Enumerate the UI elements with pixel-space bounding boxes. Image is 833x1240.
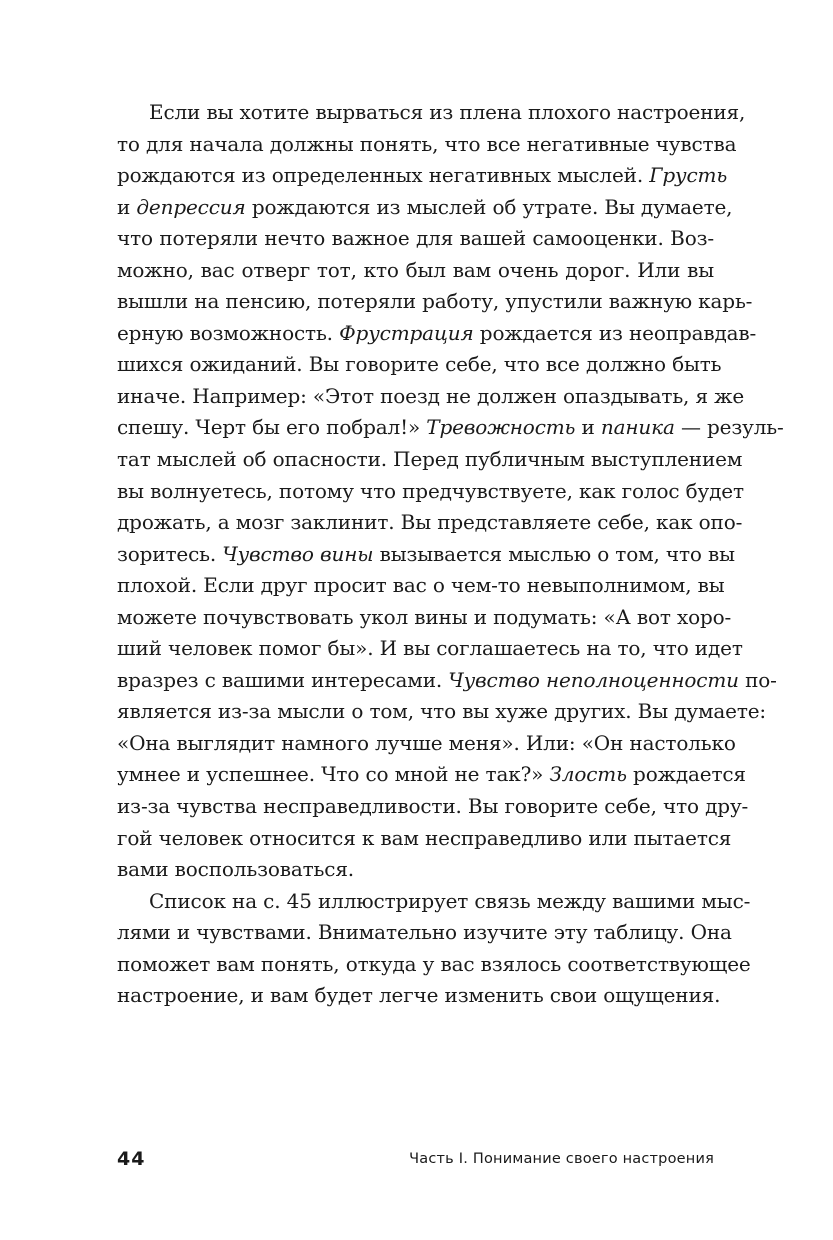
text-run: Список на с. 45 иллюстрирует связь между вашими мыс- [149, 888, 751, 913]
text-run: вызывается мыслью о том, что вы [373, 541, 735, 566]
text-line [117, 286, 753, 318]
text-run: и [117, 194, 137, 219]
text-line [117, 665, 777, 697]
text-run: гой человек относится к вам несправедливо или пытается [117, 825, 732, 850]
text-run: «Она выглядит намного лучше меня». Или: «Он настолько [117, 730, 736, 755]
text-run: что потеряли нечто важное для вашей самооценки. Воз- [117, 226, 714, 251]
text-line [117, 318, 757, 350]
text-run: Если вы хотите вырваться из плена плохого настроения, [149, 100, 746, 124]
italic-term: Чувство неполноценности [448, 667, 739, 692]
text-run: иначе. Например: «Этот поезд не должен опаздывать, я же [117, 383, 745, 408]
text-line [117, 823, 732, 855]
italic-term: Злость [549, 762, 627, 787]
text-line [117, 160, 728, 192]
text-run: можете почувствовать укол вины и подумать: «А вот хоро- [117, 604, 732, 629]
text-run: плохой. Если друг просит вас о чем-то невыполнимом, вы [117, 573, 725, 598]
text-line [117, 539, 735, 571]
text-line [117, 476, 744, 508]
running-head: Часть I. Понимание своего настроения [409, 1151, 714, 1167]
text-line [117, 381, 745, 413]
text-run: вышли на пенсию, потеряли работу, упустили важную карь- [117, 289, 753, 314]
text-run: лями и чувствами. Внимательно изучите эту таблицу. Она [117, 920, 732, 945]
text-line [117, 854, 714, 886]
text-line [117, 949, 751, 981]
text-line [117, 570, 725, 602]
text-run: умнее и успешнее. Что со мной не так?» [117, 762, 550, 787]
paragraph [117, 97, 784, 886]
text-line [117, 97, 746, 129]
text-line [117, 507, 743, 539]
italic-term: Грусть [649, 163, 728, 188]
italic-term: паника [600, 415, 675, 440]
text-line [117, 917, 732, 949]
text-run: поможет вам понять, откуда у вас взялось соответствующее [117, 951, 751, 976]
text-line [117, 759, 746, 791]
text-line [117, 886, 751, 918]
text-run: из-за чувства несправедливости. Вы говорите себе, что дру- [117, 794, 749, 819]
text-run: то для начала должны понять, что все негативные чувства [117, 131, 737, 156]
text-line [117, 223, 714, 255]
page-number: 44 [117, 1148, 146, 1170]
text-run: ший человек помог бы». И вы соглашаетесь на то, что идет [117, 636, 743, 661]
text-run: тат мыслей об опасности. Перед публичным выступлением [117, 447, 743, 472]
text-run: рождается из неоправдав- [473, 320, 757, 345]
text-run: рождается [626, 762, 746, 787]
text-run: вразрез с вашими интересами. [117, 667, 449, 692]
italic-term: Тревожность [426, 415, 576, 440]
text-run: вы волнуетесь, потому что предчувствуете, как голос будет [117, 478, 744, 503]
text-run: вами воспользоваться. [117, 857, 355, 882]
text-run: зоритесь. [117, 541, 223, 566]
text-run: настроение, и вам будет легче изменить свои ощущения. [117, 983, 721, 1008]
body-text [117, 97, 784, 1012]
text-line [117, 412, 784, 444]
italic-term: Чувство вины [222, 541, 374, 566]
text-run: шихся ожиданий. Вы говорите себе, что все должно быть [117, 352, 722, 377]
text-run: можно, вас отверг тот, кто был вам очень дорог. Или вы [117, 257, 714, 282]
italic-term: депрессия [136, 194, 246, 219]
text-line [117, 696, 767, 728]
text-run: является из-за мысли о том, что вы хуже других. Вы думаете: [117, 699, 767, 724]
text-line [117, 633, 743, 665]
text-run: рождаются из мыслей об утрате. Вы думаете, [245, 194, 733, 219]
text-line [117, 129, 737, 161]
text-line [117, 980, 721, 1012]
text-line [117, 349, 722, 381]
text-run: рождаются из определенных негативных мыслей. [117, 163, 650, 188]
text-line [117, 192, 733, 224]
text-line [117, 444, 743, 476]
text-run: — резуль- [674, 415, 784, 440]
text-line [117, 791, 749, 823]
text-line [117, 728, 736, 760]
text-run: по- [738, 667, 777, 692]
text-run: и [575, 415, 601, 440]
text-line [117, 255, 714, 287]
page-footer [117, 1148, 714, 1174]
text-run: дрожать, а мозг заклинит. Вы представляете себе, как опо- [117, 510, 743, 535]
italic-term: Фрустрация [339, 320, 474, 345]
text-run: спешу. Черт бы его побрал!» [117, 415, 427, 440]
text-run: ерную возможность. [117, 320, 340, 345]
paragraph [117, 886, 751, 1012]
text-line [117, 602, 732, 634]
